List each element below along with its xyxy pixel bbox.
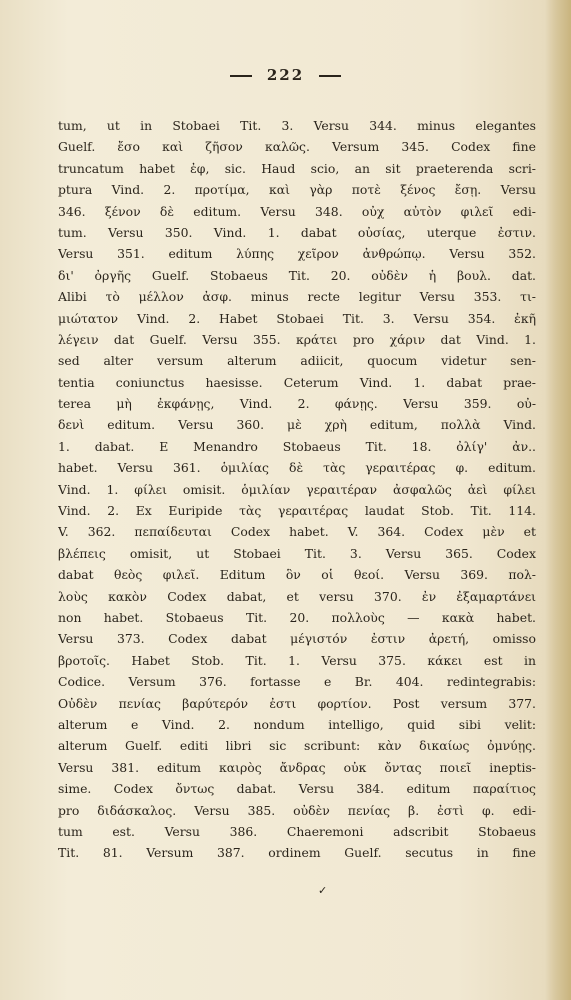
- page-number: 222: [266, 66, 305, 84]
- text-line: ptura Vind. 2. προτίμα, καὶ γὰρ ποτὲ ξένος ἔσῃ. Versu: [58, 182, 536, 198]
- text-line: tum, ut in Stobaei Tit. 3. Versu 344. minus elegantes: [58, 118, 536, 133]
- text-line: Vind. 2. Ex Euripide τὰς γεραιτέρας laudat Stob. Tit. 114.: [58, 503, 536, 519]
- header-dash-right: [319, 75, 341, 77]
- text-line: pro διδάσκαλος. Versu 385. οὐδὲν πενίας β. ἐστὶ φ. edi-: [58, 802, 536, 818]
- text-line: dabat θεὸς φιλεῖ. Editum ὃν οἱ θεοί. Versu 369. πολ-: [58, 567, 536, 583]
- text-line: βροτοῖς. Habet Stob. Tit. 1. Versu 375. κάκει est in: [58, 652, 536, 668]
- text-line: Versu 373. Codex dabat μέγιστόν ἐστιν ἀρετή, omisso: [58, 631, 536, 647]
- text-line: V. 362. πεπαίδευται Codex habet. V. 364. Codex μὲν et: [58, 524, 536, 540]
- text-line: 346. ξένον δὲ editum. Versu 348. οὐχ αὐτὸν φιλεῖ edi-: [58, 203, 536, 219]
- page-edge: [545, 0, 571, 1000]
- header-dash-left: [230, 75, 252, 77]
- text-line: habet. Versu 361. ὁμιλίας δὲ τὰς γεραιτέρας φ. editum.: [58, 460, 536, 476]
- text-line: 1. dabat. E Menandro Stobaeus Tit. 18. ὀλίγ' ἀν..: [58, 438, 536, 454]
- text-line: Alibi τὸ μέλλον ἀσφ. minus recte legitur Versu 353. τι-: [58, 289, 536, 305]
- body-text: [58, 115, 536, 864]
- text-line: alterum e Vind. 2. nondum intelligo, quid sibi velit:: [58, 716, 536, 732]
- text-line: λέγειν dat Guelf. Versu 355. κράτει pro χάριν dat Vind. 1.: [58, 331, 536, 347]
- text-line: Guelf. ἔσο καὶ ζῆσον καλῶς. Versum 345. Codex fine: [58, 139, 536, 155]
- text-line: μιώτατον Vind. 2. Habet Stobaei Tit. 3. Versu 354. ἐκῆ: [58, 310, 536, 326]
- text-line: tentia coniunctus haesisse. Ceterum Vind. 1. dabat prae-: [58, 374, 536, 390]
- text-line: tum. Versu 350. Vind. 1. dabat οὐσίας, uterque ἐστιν.: [58, 224, 536, 240]
- text-line: Versu 381. editum καιρὸς ἄνδρας οὐκ ὄντας ποιεῖ ineptis-: [58, 759, 536, 775]
- page-header: [0, 66, 571, 84]
- text-line: βλέπεις omisit, ut Stobaei Tit. 3. Versu 365. Codex: [58, 545, 536, 561]
- text-line: Οὐδὲν πενίας βαρύτερόν ἐστι φορτίον. Post versum 377.: [58, 695, 536, 711]
- text-line: sed alter versum alterum adiicit, quocum videtur sen-: [58, 353, 536, 369]
- text-line: Tit. 81. Versum 387. ordinem Guelf. secutus in fine: [58, 845, 536, 861]
- text-line: δι' ὀργῆς Guelf. Stobaeus Tit. 20. οὐδὲν ἡ βουλ. dat.: [58, 267, 536, 283]
- text-line: terea μὴ ἐκφάνῃς, Vind. 2. φάνῃς. Versu 359. οὐ-: [58, 396, 536, 412]
- text-line: alterum Guelf. editi libri sic scribunt: κὰν δικαίως ὀμνύῃς.: [58, 738, 536, 754]
- margin-mark: ✓: [318, 884, 328, 897]
- text-line: tum est. Versu 386. Chaeremoni adscribit Stobaeus: [58, 823, 536, 839]
- text-line: δενὶ editum. Versu 360. μὲ χρὴ editum, πολλὰ Vind.: [58, 417, 536, 433]
- text-line: Versu 351. editum λύπης χεῖρον ἀνθρώπῳ. Versu 352.: [58, 246, 536, 262]
- text-line: truncatum habet ἐφ, sic. Haud scio, an sit praeterenda scri-: [58, 160, 536, 176]
- text-line: Vind. 1. φίλει omisit. ὁμιλίαν γεραιτέραν ἀσφαλῶς ἀεὶ φίλει: [58, 481, 536, 497]
- text-line: sime. Codex ὄντως dabat. Versu 384. editum παραίτιος: [58, 781, 536, 797]
- text-line: Codice. Versum 376. fortasse e Br. 404. redintegrabis:: [58, 674, 536, 690]
- text-line: λοὺς κακὸν Codex dabat, et versu 370. ἐν ἐξαμαρτάνει: [58, 588, 536, 604]
- text-line: non habet. Stobaeus Tit. 20. πολλοὺς — κακὰ habet.: [58, 609, 536, 625]
